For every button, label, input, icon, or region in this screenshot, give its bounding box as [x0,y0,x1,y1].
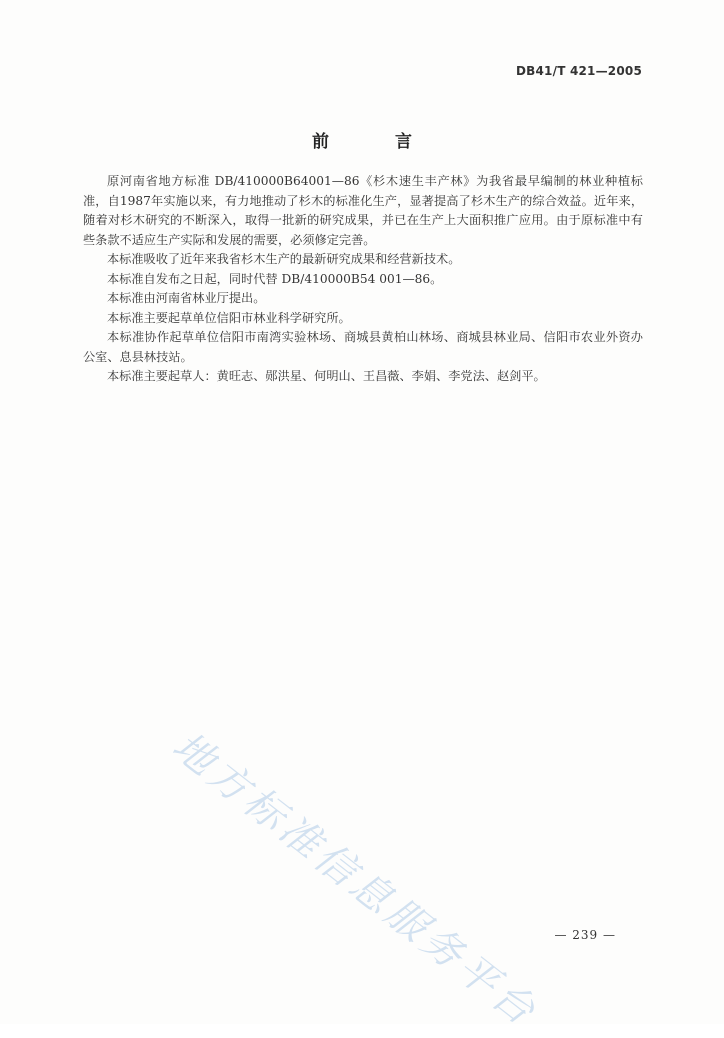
paragraph-proposer: 本标准由河南省林业厅提出。 [107,291,266,305]
paragraph-main-drafter-unit: 本标准主要起草单位信阳市林业科学研究所。 [107,310,351,325]
paragraph-drafters: 本标准主要起草人：黄旺志、郧洪星、何明山、王昌薇、李娟、李党法、赵剑平。 [107,369,546,383]
page-title: 前 言 [312,132,442,152]
paragraph-background: 原河南省地方标准 DB/410000B64001—86《杉木速生丰产林》为我省最早编制的林业种植标准，自1987年实施以来，有力地推动了杉木的标准化生产，显著提高了杉木生产的综合效益。近年来，随着对杉木研究的不断深入，取得一批新的研究成果，并已在生产上大面积推广应用。由于原标准中有些条款不适应生产实际和发展的需要，必须修定完善。 [83,174,643,247]
foreword-body [83,172,643,387]
watermark: 地方标准信息服务平台 [163,723,547,1037]
standard-code: DB41/T 421—2005 [516,64,642,78]
paragraph-co-drafter-units: 本标准协作起草单位信阳市南湾实验林场、商城县黄柏山林场、商城县林业局、信阳市农业外资办公室、息县林技站。 [83,330,643,364]
page-number: — 239 — [554,928,616,942]
paragraph-research: 本标准吸收了近年来我省杉木生产的最新研究成果和经营新技术。 [107,252,461,266]
paragraph-replacement: 本标准自发布之日起，同时代替 DB/410000B54 001—86。 [107,271,443,286]
